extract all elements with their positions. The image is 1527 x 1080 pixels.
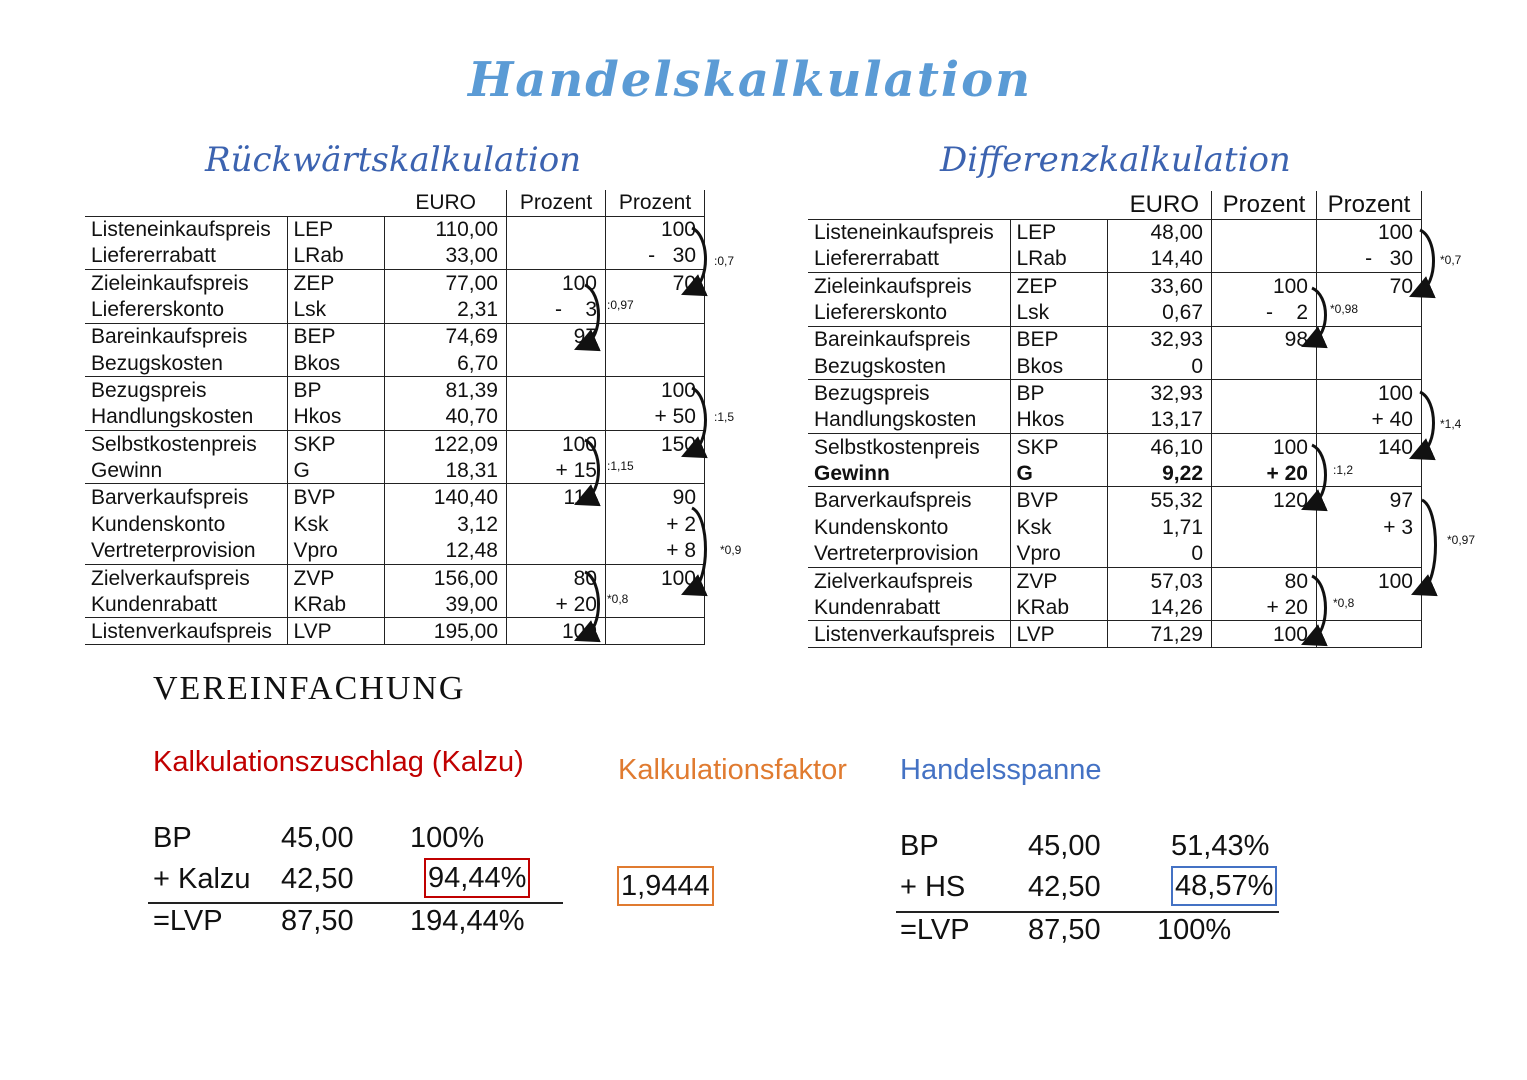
- cell-euro: 40,70: [384, 404, 507, 431]
- cell-name: Listeneinkaufspreis: [808, 219, 1010, 246]
- cell-euro: 110,00: [384, 216, 507, 243]
- cell-euro: 140,40: [384, 484, 507, 511]
- kalzu-row-1-a: + Kalzu: [153, 863, 251, 895]
- cell-name: Handlungskosten: [85, 404, 287, 431]
- spanne-row-2-c: 100%: [1157, 914, 1232, 946]
- cell-euro: 55,32: [1107, 487, 1212, 514]
- arrow-left-zvp-lvp: [585, 572, 599, 636]
- cell-abbr: Vpro: [1010, 541, 1107, 568]
- cell-euro: 6,70: [384, 350, 507, 377]
- annotation-left-5: *0,8: [607, 592, 629, 606]
- cell-abbr: BVP: [1010, 487, 1107, 514]
- right-subtitle: Differenzkalkulation: [940, 140, 1291, 180]
- cell-p2: 100: [606, 377, 705, 404]
- cell-name: Listenverkaufspreis: [85, 618, 287, 645]
- left-subtitle: Rückwärtskalkulation: [205, 140, 582, 180]
- cell-p2: 70: [1317, 273, 1422, 300]
- cell-p1: 100: [1212, 273, 1317, 300]
- cell-p1: + 20: [1212, 594, 1317, 621]
- cell-name: Selbstkostenpreis: [808, 433, 1010, 460]
- cell-name: Vertreterprovision: [808, 541, 1010, 568]
- cell-abbr: Bkos: [287, 350, 384, 377]
- cell-abbr: ZEP: [287, 270, 384, 297]
- kalzu-sum-rule: [148, 902, 563, 904]
- cell-name: Zieleinkaufspreis: [808, 273, 1010, 300]
- cell-name: Kundenrabatt: [808, 594, 1010, 621]
- kalzu-row-0-c: 100%: [410, 822, 485, 854]
- cell-euro: 46,10: [1107, 433, 1212, 460]
- spanne-row-0-a: BP: [900, 830, 939, 862]
- arrow-right-bvp-zvp: [1422, 500, 1436, 590]
- cell-abbr: G: [287, 457, 384, 484]
- cell-name: Liefererskonto: [808, 299, 1010, 326]
- cell-p1: 100: [507, 430, 606, 457]
- cell-euro: 2,31: [384, 296, 507, 323]
- cell-p1: 80: [507, 564, 606, 591]
- annotation-right-4: *0,97: [1447, 533, 1476, 547]
- cell-p1: + 20: [507, 591, 606, 618]
- cell-abbr: ZVP: [287, 564, 384, 591]
- annotation-right-2: *1,4: [1440, 417, 1462, 431]
- arrow-left-skp-bvp: [585, 440, 599, 500]
- cell-euro: 71,29: [1107, 621, 1212, 648]
- cell-abbr: Bkos: [1010, 353, 1107, 380]
- cell-euro: 1,71: [1107, 514, 1212, 541]
- cell-abbr: KRab: [287, 591, 384, 618]
- cell-name: Kundenrabatt: [85, 591, 287, 618]
- kalzu-row-0-a: BP: [153, 822, 192, 854]
- cell-name: Kundenskonto: [85, 511, 287, 538]
- annotation-right-0: *0,7: [1440, 253, 1462, 267]
- spanne-label: Handelsspanne: [900, 754, 1102, 786]
- cell-abbr: Lsk: [1010, 299, 1107, 326]
- spanne-row-1-a: + HS: [900, 871, 966, 903]
- cell-name: Bareinkaufspreis: [85, 323, 287, 350]
- cell-abbr: BP: [1010, 380, 1107, 407]
- cell-p2: 100: [606, 564, 705, 591]
- cell-abbr: LRab: [287, 243, 384, 270]
- cell-euro: 74,69: [384, 323, 507, 350]
- cell-abbr: Lsk: [287, 296, 384, 323]
- cell-p2: + 3: [1317, 514, 1422, 541]
- cell-abbr: Ksk: [1010, 514, 1107, 541]
- cell-abbr: G: [1010, 460, 1107, 487]
- cell-abbr: LRab: [1010, 246, 1107, 273]
- cell-abbr: LEP: [287, 216, 384, 243]
- cell-euro: 57,03: [1107, 567, 1212, 594]
- cell-abbr: Hkos: [1010, 407, 1107, 434]
- cell-euro: 122,09: [384, 430, 507, 457]
- cell-p1: 100: [507, 618, 606, 645]
- cell-p1: 98: [1212, 326, 1317, 353]
- arrow-left-bvp-zvp: [692, 508, 706, 590]
- cell-abbr: LVP: [287, 618, 384, 645]
- cell-euro: 18,31: [384, 457, 507, 484]
- cell-p1: - 3: [507, 296, 606, 323]
- cell-p2: 140: [1317, 433, 1422, 460]
- cell-p2: - 30: [1317, 246, 1422, 273]
- kalzu-row-0-b: 45,00: [281, 822, 354, 854]
- cell-name: Bareinkaufspreis: [808, 326, 1010, 353]
- cell-euro: 33,60: [1107, 273, 1212, 300]
- kalzu-row-2-b: 87,50: [281, 905, 354, 937]
- cell-name: Barverkaufspreis: [85, 484, 287, 511]
- spanne-highlight-box: 48,57%: [1171, 866, 1277, 906]
- cell-abbr: Hkos: [287, 404, 384, 431]
- annotation-right-3: :1,2: [1333, 463, 1354, 477]
- cell-euro: 14,26: [1107, 594, 1212, 621]
- cell-abbr: BP: [287, 377, 384, 404]
- cell-name: Selbstkostenpreis: [85, 430, 287, 457]
- cell-p1: 100: [1212, 621, 1317, 648]
- cell-p2: 100: [1317, 219, 1422, 246]
- vereinfachung-heading: VEREINFACHUNG: [153, 670, 466, 707]
- cell-abbr: Vpro: [287, 538, 384, 565]
- cell-p1: 100: [1212, 433, 1317, 460]
- cell-euro: 3,12: [384, 511, 507, 538]
- cell-euro: 195,00: [384, 618, 507, 645]
- cell-p2: + 50: [606, 404, 705, 431]
- cell-abbr: SKP: [287, 430, 384, 457]
- cell-p1: - 2: [1212, 299, 1317, 326]
- kalzu-row-2-c: 194,44%: [410, 905, 525, 937]
- arrow-left-lep-zep: [692, 228, 706, 290]
- cell-abbr: LVP: [1010, 621, 1107, 648]
- arrow-right-zvp-lvp: [1312, 576, 1326, 640]
- spanne-row-2-b: 87,50: [1028, 914, 1101, 946]
- cell-p1: 115: [507, 484, 606, 511]
- cell-name: Zieleinkaufspreis: [85, 270, 287, 297]
- cell-name: Bezugskosten: [85, 350, 287, 377]
- cell-p2: - 30: [606, 243, 705, 270]
- kalzu-label: Kalkulationszuschlag (Kalzu): [153, 746, 524, 778]
- spanne-sum-rule: [896, 911, 1279, 913]
- cell-name: Handlungskosten: [808, 407, 1010, 434]
- kalzu-highlight-box: 94,44%: [424, 858, 530, 898]
- faktor-value-box: 1,9444: [617, 866, 714, 906]
- cell-abbr: BEP: [287, 323, 384, 350]
- cell-euro: 81,39: [384, 377, 507, 404]
- col-header-euro: EURO: [1107, 191, 1212, 219]
- cell-p1: + 15: [507, 457, 606, 484]
- arrow-left-zep-bep: [585, 285, 599, 345]
- cell-p2: 100: [1317, 567, 1422, 594]
- cell-abbr: KRab: [1010, 594, 1107, 621]
- cell-name: Zielverkaufspreis: [85, 564, 287, 591]
- col-header-euro: EURO: [384, 190, 507, 216]
- cell-name: Gewinn: [85, 457, 287, 484]
- cell-euro: 32,93: [1107, 326, 1212, 353]
- cell-abbr: ZVP: [1010, 567, 1107, 594]
- cell-p2: 100: [606, 216, 705, 243]
- cell-p1: 97: [507, 323, 606, 350]
- faktor-label: Kalkulationsfaktor: [618, 754, 847, 786]
- annotation-left-4: *0,9: [720, 543, 742, 557]
- col-header-prozent-1: Prozent: [507, 190, 606, 216]
- cell-p2: + 2: [606, 511, 705, 538]
- cell-name: Kundenskonto: [808, 514, 1010, 541]
- cell-name: Listeneinkaufspreis: [85, 216, 287, 243]
- cell-euro: 14,40: [1107, 246, 1212, 273]
- cell-p2: 70: [606, 270, 705, 297]
- cell-name: Bezugspreis: [85, 377, 287, 404]
- cell-p1: 120: [1212, 487, 1317, 514]
- spanne-row-1-b: 42,50: [1028, 871, 1101, 903]
- cell-euro: 0: [1107, 541, 1212, 568]
- cell-name: Liefererrabatt: [85, 243, 287, 270]
- annotation-left-3: :1,15: [607, 459, 634, 473]
- cell-p2: 150: [606, 430, 705, 457]
- arrow-right-zep-bep: [1312, 288, 1326, 342]
- cell-name: Bezugspreis: [808, 380, 1010, 407]
- spanne-row-0-b: 45,00: [1028, 830, 1101, 862]
- arrow-right-skp-bvp: [1312, 445, 1326, 505]
- cell-p1: 100: [507, 270, 606, 297]
- spanne-row-2-a: =LVP: [900, 914, 970, 946]
- cell-p2: 90: [606, 484, 705, 511]
- col-header-prozent-2: Prozent: [1317, 191, 1422, 219]
- cell-abbr: Ksk: [287, 511, 384, 538]
- annotation-left-1: :0,97: [607, 298, 634, 312]
- kalzu-row-1-b: 42,50: [281, 863, 354, 895]
- col-header-prozent-2: Prozent: [606, 190, 705, 216]
- cell-euro: 12,48: [384, 538, 507, 565]
- cell-abbr: ZEP: [1010, 273, 1107, 300]
- cell-abbr: BEP: [1010, 326, 1107, 353]
- cell-abbr: LEP: [1010, 219, 1107, 246]
- cell-p2: + 40: [1317, 407, 1422, 434]
- col-header-prozent-1: Prozent: [1212, 191, 1317, 219]
- cell-p2: 100: [1317, 380, 1422, 407]
- cell-name: Bezugskosten: [808, 353, 1010, 380]
- cell-p1: 80: [1212, 567, 1317, 594]
- cell-name: Vertreterprovision: [85, 538, 287, 565]
- cell-name: Barverkaufspreis: [808, 487, 1010, 514]
- cell-euro: 0,67: [1107, 299, 1212, 326]
- cell-p1: + 20: [1212, 460, 1317, 487]
- cell-abbr: BVP: [287, 484, 384, 511]
- cell-euro: 9,22: [1107, 460, 1212, 487]
- spanne-row-0-c: 51,43%: [1171, 830, 1270, 862]
- cell-euro: 33,00: [384, 243, 507, 270]
- cell-abbr: SKP: [1010, 433, 1107, 460]
- cell-euro: 39,00: [384, 591, 507, 618]
- arrow-right-lep-zep: [1420, 230, 1434, 292]
- cell-name: Listenverkaufspreis: [808, 621, 1010, 648]
- cell-name: Gewinn: [808, 460, 1010, 487]
- cell-euro: 77,00: [384, 270, 507, 297]
- cell-p2: 97: [1317, 487, 1422, 514]
- cell-euro: 156,00: [384, 564, 507, 591]
- arrow-right-bp-skp: [1420, 392, 1434, 454]
- annotation-right-1: *0,98: [1330, 302, 1359, 316]
- annotation-right-5: *0,8: [1333, 596, 1355, 610]
- arrow-left-bp-skp: [692, 388, 706, 452]
- annotation-left-2: :1,5: [714, 410, 735, 424]
- cell-euro: 48,00: [1107, 219, 1212, 246]
- cell-p2: + 8: [606, 538, 705, 565]
- cell-euro: 32,93: [1107, 380, 1212, 407]
- cell-name: Liefererskonto: [85, 296, 287, 323]
- page-title: Handelskalkulation: [467, 52, 1033, 108]
- cell-euro: 13,17: [1107, 407, 1212, 434]
- cell-euro: 0: [1107, 353, 1212, 380]
- kalzu-row-2-a: =LVP: [153, 905, 223, 937]
- annotation-left-0: :0,7: [714, 254, 735, 268]
- cell-name: Zielverkaufspreis: [808, 567, 1010, 594]
- cell-name: Liefererrabatt: [808, 246, 1010, 273]
